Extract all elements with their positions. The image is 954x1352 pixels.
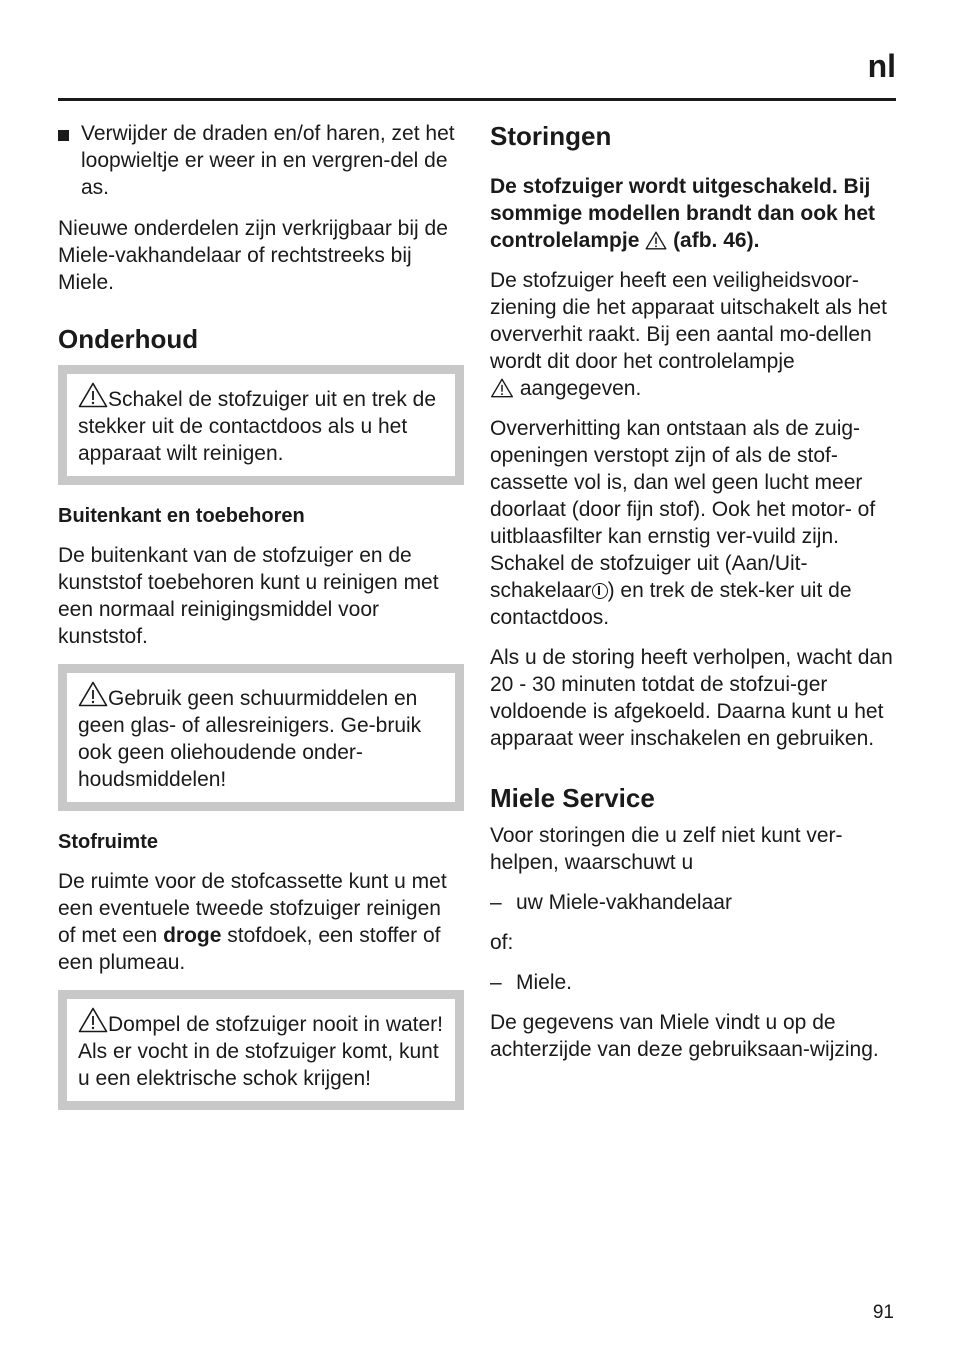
stofruimte-paragraph xyxy=(58,868,464,976)
fault-paragraph-3: Als u de storing heeft verholpen, wacht dan 20 - 30 minuten totdat de stofzui-ger voldoende is afgekoeld. Daarna kunt u het apparaat weer inschakelen en gebruiken. xyxy=(490,646,893,750)
fault-p1-tail: aangegeven. xyxy=(519,377,642,400)
square-bullet-icon xyxy=(58,130,69,141)
warning-triangle-icon xyxy=(645,231,667,250)
section-title-storingen: Storingen xyxy=(490,121,612,151)
warning-triangle-icon xyxy=(78,681,108,707)
warning-triangle-icon xyxy=(78,382,108,408)
fault-paragraph-2 xyxy=(490,415,896,631)
fault-p1-text: De stofzuiger heeft een veiligheidsvoor-ziening die het apparaat uitschakelt als het oververhit raakt. Bij een aantal mo-dellen wordt dit door het controlelampje xyxy=(490,269,887,373)
fault-heading-text: De stofzuiger wordt uitgeschakeld. Bij sommige modellen brandt dan ook het controlelampje xyxy=(490,175,876,252)
stofruimte-text-post: stofdoek, een stoffer of een plumeau. xyxy=(58,924,441,974)
fault-p2-tail: ) en trek de stek-ker uit de contactdoos. xyxy=(490,579,852,629)
warning-box-water xyxy=(58,990,464,1110)
fault-heading xyxy=(490,173,896,254)
fault-p2-text: Oververhitting kan ontstaan als de zuig-openingen verstopt zijn of als de stof-cassette vol is, dan wel geen lucht meer doorlaat (door fijn stof). Ook het motor- of uitblaasfilter kan ernstig ver-vuild zijn. Schakel de stofzuiger uit (Aan/Uit-schakelaar xyxy=(490,417,876,602)
warning-triangle-icon xyxy=(490,378,514,398)
dash-bullet: – xyxy=(490,971,502,994)
subsection-title-stofruimte: Stofruimte xyxy=(58,831,158,853)
dash-bullet: – xyxy=(490,891,502,914)
service-item-dealer-text: uw Miele-vakhandelaar xyxy=(516,891,732,914)
fault-heading-figure-ref: (afb. 46). xyxy=(673,229,760,252)
bullet-item xyxy=(58,120,479,201)
service-list-item-dealer xyxy=(490,889,896,916)
power-switch-icon xyxy=(592,583,608,599)
page-number: 91 xyxy=(872,1302,894,1323)
fault-paragraph-1 xyxy=(490,267,896,402)
section-title-onderhoud: Onderhoud xyxy=(58,324,199,354)
stofruimte-text-pre: De ruimte voor de stofcassette kunt u met een eventuele tweede stofzuiger reinigen of met een xyxy=(58,870,447,947)
warning-box-abrasives xyxy=(58,664,464,811)
service-list-item-miele xyxy=(490,969,896,996)
service-outro: De gegevens van Miele vindt u op de achterzijde van deze gebruiksaan-wijzing. xyxy=(490,1011,879,1061)
language-code: nl xyxy=(867,48,896,84)
bullet-text: Verwijder de draden en/of haren, zet het loopwieltje er weer in en vergren-del de as. xyxy=(81,122,455,199)
service-item-miele-text: Miele. xyxy=(516,971,573,994)
warning-text-water: Dompel de stofzuiger nooit in water! Als er vocht in de stofzuiger komt, kunt u een elektrische schok krijgen! xyxy=(78,1013,444,1090)
subsection-title-buitenkant: Buitenkant en toebehoren xyxy=(58,505,305,527)
buitenkant-paragraph: De buitenkant van de stofzuiger en de kunststof toebehoren kunt u reinigen met een normaal reinigingsmiddel voor kunststof. xyxy=(58,544,439,648)
section-title-miele-service: Miele Service xyxy=(490,783,655,813)
stofruimte-text-bold: droge xyxy=(163,924,222,947)
right-column xyxy=(490,120,896,1063)
header-rule xyxy=(58,98,896,101)
warning-text-cleaning: Schakel de stofzuiger uit en trek de stekker uit de contactdoos als u het apparaat wilt reinigen. xyxy=(78,388,437,465)
left-column xyxy=(58,120,464,1110)
warning-triangle-icon xyxy=(78,1007,108,1033)
warning-text-abrasives: Gebruik geen schuurmiddelen en geen glas- of allesreinigers. Ge-bruik ook geen oliehoudende onder-houdsmiddelen! xyxy=(78,687,422,791)
service-intro: Voor storingen die u zelf niet kunt ver-helpen, waarschuwt u xyxy=(490,824,843,874)
parts-paragraph: Nieuwe onderdelen zijn verkrijgbaar bij de Miele-vakhandelaar of rechtstreeks bij Miele. xyxy=(58,217,448,294)
service-or-label: of: xyxy=(490,931,514,954)
warning-box-cleaning xyxy=(58,365,464,485)
